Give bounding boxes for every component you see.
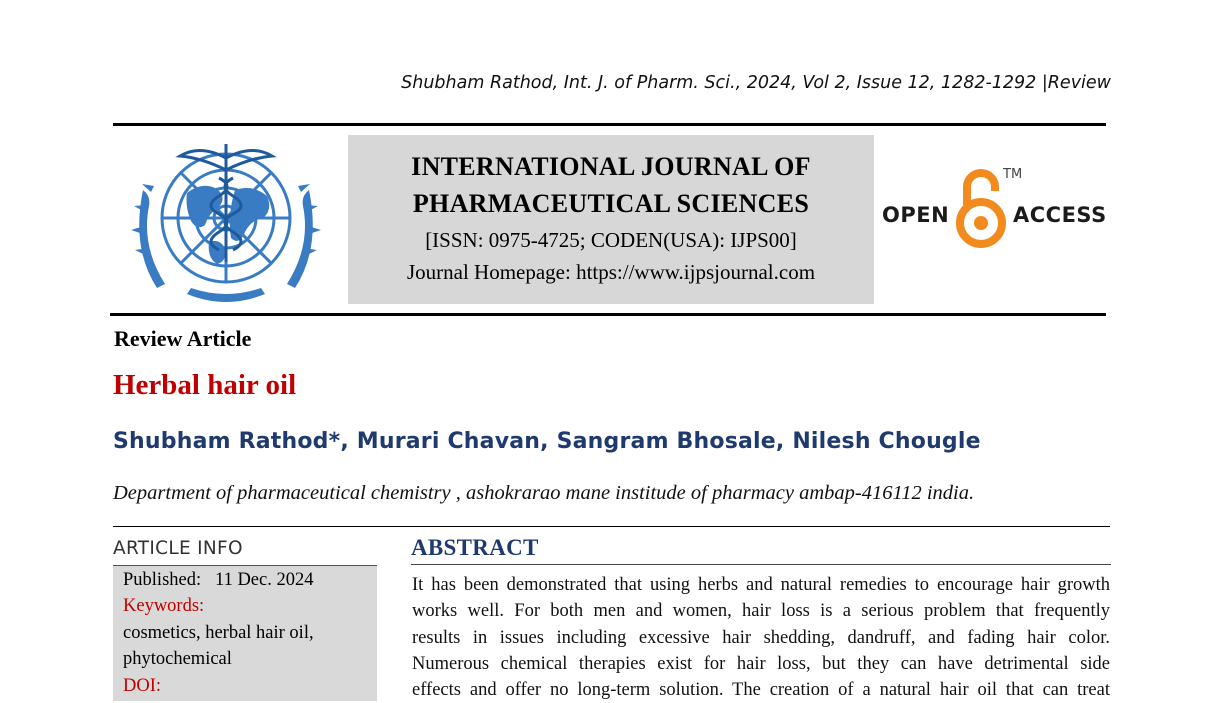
abstract-line: Numerous chemical therapies exist for hair loss, but they can have detrimental side: [412, 653, 1110, 674]
open-access-word-open: OPEN: [882, 203, 950, 227]
journal-name-line1: INTERNATIONAL JOURNAL OF: [411, 152, 811, 181]
article-info-box: [113, 565, 377, 701]
published-row: [123, 570, 313, 591]
abstract-line: results in issues including excessive hair shedding, dandruff, and fading hair color.: [412, 627, 1110, 648]
trademark-mark: TM: [1003, 167, 1023, 182]
journal-banner: [348, 135, 874, 304]
article-title: Herbal hair oil: [113, 369, 297, 401]
abstract-line: It has been demonstrated that using herbs and natural remedies to encourage hair growth: [412, 575, 1110, 595]
affiliation: Department of pharmaceutical chemistry , ashokrarao mane institude of pharmacy ambap-416112 india.: [113, 482, 975, 504]
published-label: Published:: [123, 570, 202, 590]
article-type: Review Article: [114, 326, 252, 351]
running-head: Shubham Rathod, Int. J. of Pharm. Sci., 2024, Vol 2, Issue 12, 1282-1292 |Review: [401, 73, 1111, 93]
top-rule: [113, 123, 1106, 126]
doi-label: DOI:: [123, 676, 162, 696]
published-date: 11 Dec. 2024: [215, 570, 314, 590]
keywords-line-1: cosmetics, herbal hair oil,: [123, 623, 314, 643]
journal-homepage[interactable]: Journal Homepage: https://www.ijpsjournal.com: [406, 260, 816, 284]
abstract-line: effects and offer no long-term solution. The creation of a natural hair oil that can treat: [412, 680, 1110, 701]
abstract-line: works well. For both men and women, hair loss is a serious problem that frequently: [412, 601, 1110, 622]
abstract-heading: ABSTRACT: [411, 535, 539, 560]
abstract-body: [412, 572, 1110, 703]
keywords-line-2: phytochemical: [123, 649, 232, 669]
journal-issn: [ISSN: 0975-4725; CODEN(USA): IJPS00]: [425, 228, 797, 252]
header-bottom-rule: [110, 313, 1106, 316]
open-access-logo: [880, 165, 1106, 255]
article-info-heading: ARTICLE INFO: [113, 538, 243, 559]
keywords-label: Keywords:: [123, 596, 205, 616]
open-lock-icon: [956, 165, 1006, 251]
journal-name-line2: PHARMACEUTICAL SCIENCES: [412, 189, 810, 218]
affiliation-rule: [113, 526, 1110, 527]
author-list: Shubham Rathod*, Murari Chavan, Sangram Bhosale, Nilesh Chougle: [113, 429, 981, 454]
journal-emblem-logo: [127, 138, 325, 306]
abstract-rule: [411, 564, 1111, 565]
open-access-word-access: ACCESS: [1013, 203, 1107, 227]
